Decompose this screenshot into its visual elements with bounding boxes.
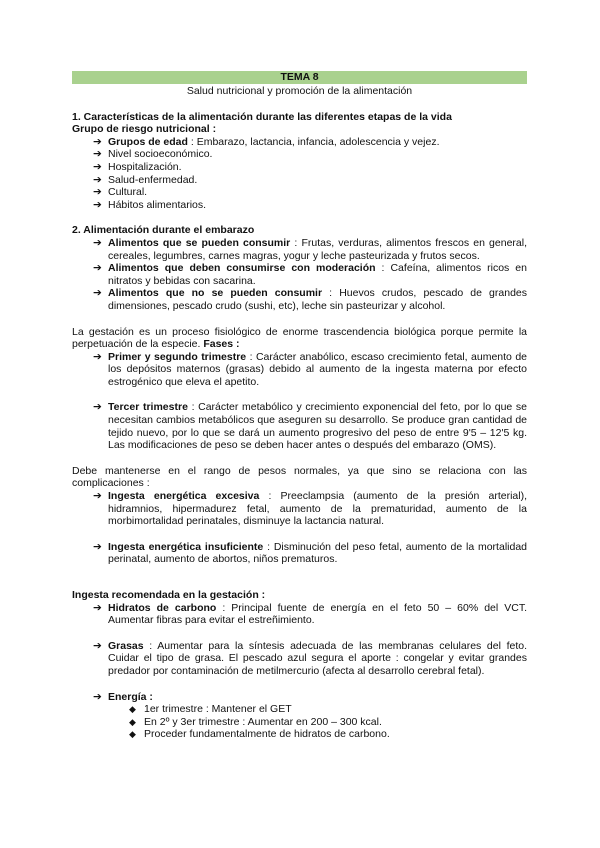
list-item: ➔ Hospitalización.	[93, 160, 182, 173]
topic-subtitle: Salud nutricional y promoción de la alimentación	[186, 85, 413, 97]
list-item: ➔ Hábitos alimentarios.	[93, 198, 207, 211]
list-item: ➔ Grupos de edad : Embarazo, lactancia, infancia, adolescencia y vejez.	[93, 135, 440, 148]
risk-group-heading: Grupo de riesgo nutricional :	[72, 123, 217, 136]
list-item: ➔ Hidratos de carbono : Principal fuente de energía en el feto 50 – 60% del VCT. Aumentar fibras para evitar el estreñimiento.	[93, 601, 527, 627]
arrow-icon: ➔	[93, 135, 102, 148]
arrow-icon: ➔	[93, 173, 102, 186]
risk-group-list	[72, 136, 527, 212]
list-item: ➔ Ingesta energética excesiva : Preeclampsia (aumento de la presión arterial), hidramnios, hipermadurez fetal, aumento de la prematuridad, aumento de la morbimortalidad perinatales, disminuye la lactancia natural.	[93, 490, 527, 528]
arrow-icon: ➔	[93, 601, 102, 614]
arrow-icon: ➔	[93, 186, 102, 199]
list-item: ◆ En 2º y 3er trimestre : Aumentar en 200 – 300 kcal.	[129, 715, 382, 728]
list-item: ➔ Energía : ◆ 1er trimestre : Mantener el GET ◆ En 2º y 3er trimestre : Aumentar en 200 – 300 kcal. ◆ Proceder fundamentalmente de hidratos de carbono.	[93, 691, 527, 741]
diamond-bullet-icon: ◆	[129, 716, 136, 727]
arrow-icon: ➔	[93, 490, 102, 503]
list-item: ➔ Cultural.	[93, 186, 148, 199]
diamond-bullet-icon: ◆	[129, 729, 136, 740]
list-item: ➔ Nivel socioeconómico.	[93, 148, 213, 161]
list-item: ➔ Salud-enfermedad.	[93, 173, 198, 186]
list-item: ➔ Grasas : Aumentar para la síntesis adecuada de las membranas celulares del feto. Cuidar el tipo de grasa. El pescado azul segura el aporte : congelar y evitar grandes predador por contaminación de metilmercurio (afecta al desarrollo cerebral fetal).	[93, 639, 527, 677]
list-item: ➔ Ingesta energética insuficiente : Disminución del peso fetal, aumento de la mortalidad perinatal, aumento de abortos, niños prematuros.	[93, 540, 527, 566]
arrow-icon: ➔	[93, 236, 102, 249]
list-item: ➔ Alimentos que no se pueden consumir : Huevos crudos, pescado de grandes dimensiones, pescado crudo (sushi, etc), leche sin pasteurizar y alcohol.	[93, 287, 527, 312]
arrow-icon: ➔	[93, 198, 102, 211]
list-item: ➔ Alimentos que se pueden consumir : Frutas, verduras, alimentos frescos en general, cereales, legumbres, carnes magras, yogur y leche pasteurizada y frutos secos.	[93, 236, 528, 262]
list-item: ◆ Proceder fundamentalmente de hidratos de carbono.	[129, 728, 390, 741]
weight-paragraph: Debe mantenerse en el rango de pesos normales, ya que sino se relaciona con las complicaciones :	[72, 464, 527, 490]
arrow-icon: ➔	[93, 262, 102, 275]
list-item: ➔ Primer y segundo trimestre : Carácter anabólico, escaso crecimiento fetal, aumento de los depósitos maternos (grasas) debido al aumento de la ingesta materna por efecto estrogénico que eleva el apetito.	[93, 350, 528, 388]
arrow-icon: ➔	[93, 639, 102, 652]
list-item: ➔ Tercer trimestre : Carácter metabólico y crecimiento exponencial del feto, por lo que se necesitan cambios metabólicos que aseguren su desarrollo. Se produce gran cantidad de tejido nuevo, por lo que se dará un aumento progresivo del peso de entre 9'5 – 12'5 kg. Las modificaciones de peso se deben hacer antes o después del embarazo (OMS).	[93, 401, 528, 452]
section-1-heading: 1. Características de la alimentación durante las diferentes etapas de la vida	[72, 110, 452, 123]
foods-list	[72, 237, 527, 313]
topic-title: TEMA 8	[72, 71, 527, 84]
recommended-intake-list	[72, 602, 527, 741]
list-item: ◆ 1er trimestre : Mantener el GET	[129, 703, 292, 716]
arrow-icon: ➔	[93, 401, 102, 414]
arrow-icon: ➔	[93, 148, 102, 161]
arrow-icon: ➔	[93, 287, 102, 300]
section-3-heading: Ingesta recomendada en la gestación :	[72, 589, 266, 601]
arrow-icon: ➔	[93, 690, 102, 703]
energy-sublist	[108, 703, 527, 741]
section-2-heading: 2. Alimentación durante el embarazo	[72, 224, 255, 237]
intake-complications-list	[72, 490, 527, 566]
arrow-icon: ➔	[93, 160, 102, 173]
gestation-paragraph: La gestación es un proceso fisiológico de enorme trascendencia biológica porque permite la perpetuación de la especie. Fases :	[72, 325, 527, 351]
arrow-icon: ➔	[93, 350, 102, 363]
list-item: ➔ Alimentos que deben consumirse con moderación : Cafeína, alimentos ricos en nitratos y bebidas con sacarina.	[93, 262, 527, 287]
phases-list	[72, 351, 527, 452]
arrow-icon: ➔	[93, 540, 102, 553]
diamond-bullet-icon: ◆	[129, 704, 136, 715]
